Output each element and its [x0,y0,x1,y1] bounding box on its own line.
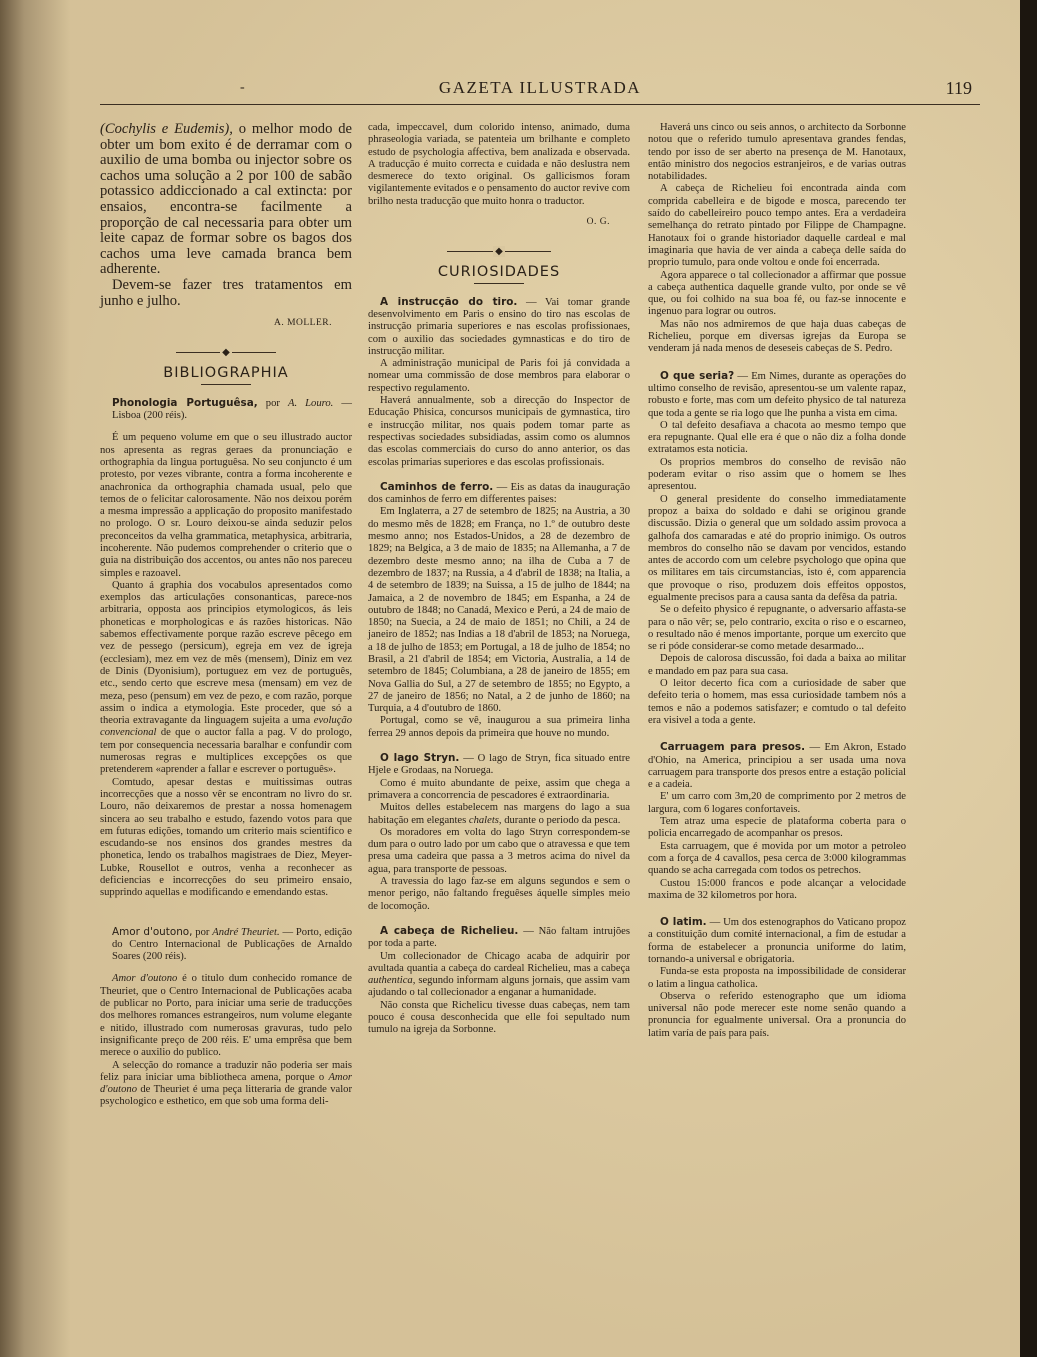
title-rule [201,384,251,385]
item-title: O latim. [660,916,707,929]
diamond-ornament-icon: ◆ [222,347,230,359]
paragraph: O que seria? — Em Nimes, durante as operações do ultimo conselho de revisão, apresentou-se um valente rapaz, robusto e forte, mas com um defeito physico de tal natureza que toda a gente se ria logo que lhe punha a vista em cima. [648,369,906,419]
paragraph: Haverá uns cinco ou seis annos, o architecto da Sorbonne notou que o referido tumulo apresentava grandes fendas, tendo por isso de ser aberto na presença de M. Hanotaux, então ministro dos negocios estranjeiros, e de varias outras notabilidades. [648,122,906,183]
paragraph: Não consta que Richelicu tivesse duas cabeças, nem tam pouco é cousa desconhecida que elle foi sepultado num tumulo na igreja da Sorbonne. [368,999,630,1036]
signature: A. MOLLER. [273,318,332,329]
column-3 [648,122,906,1040]
paragraph: cada, impeccavel, dum colorido intenso, animado, duma phraseologia variada, se patenteia um brilhante e completo estudo de psychologia affectiva, bem analizada e observada. A traducção é muito correcta e cuidada e não deslustra nem desmerece do texto original. Os gallicismos foram vigilantemente evitados e o pensamento do auctor revive com brilho nesta traducção que muito honra o traductor. [368,122,630,207]
paragraph: A selecção do romance a traduzir não poderia ser mais feliz para iniciar uma bibliotheca amena, porque o Amor d'outono de Theuriet é uma peça litteraria de grande valor psychologico e esthetico, em que sob uma forma deli- [100,1059,352,1108]
header-dash: - [240,80,245,95]
paragraph: A cabeça de Richelieu. — Não faltam intrujões por toda a parte. [368,924,631,950]
news-item [648,370,906,728]
section-divider [368,246,630,256]
book-author: A. Louro. [287,397,334,409]
paragraph: Os proprios membros do conselho de revisão não poderam evitar o riso assim que o homem se lhes apresentou. [648,456,906,493]
italic-text: (Cochylis e Eudemis), [100,121,233,137]
item-title: Carruagem para presos. [660,741,806,754]
paragraph: Funda-se esta proposta na impossibilidade de considerar o latim a lingua catholica. [648,966,906,990]
paragraph: O tal defeito desafiava a chacota ao mesmo tempo que era repugnante. Qual elle era é que o não diz a folha donde extratamos esta noticia. [648,419,906,456]
book-title: Phonologia Portuguêsa, [112,396,258,409]
paragraph: O latim. — Um dos estenographos do Vaticano propoz a constituição dum comité internacional, a fim de estudar a forma de estabelecer a pronuncia uniforme do latim, tornando-a universal e obrigatoria. [648,916,906,965]
item-title: Caminhos de ferro. [380,480,494,493]
paragraph: Um collecionador de Chicago acaba de adquirir por avultada quantia a cabeça do cardeal Richelieu, mas a cabeça authentica, segundo informam alguns jornais, que assim vam ajudando o tal collecionador a enganar a humanidade. [368,950,630,999]
section-title: BIBLIOGRAPHIA [163,365,289,382]
news-item [648,916,906,1040]
diamond-ornament-icon: ◆ [495,246,503,258]
paragraph: Em Inglaterra, a 27 de setembro de 1825; na Austria, a 30 do mesmo mês de 1828; em França, no 1.º de outubro deste mesmo anno; nos Estados-Unidos, a 28 de dezembro de 1829; na Belgica, a 3 de maio de 1835; na Allemanha, a 7 de dezembro deste mesmo anno; na ilha de Cuba a 7 de dezembro de 1837; na Russia, a 4 d'abril de 1838; na Italia, a 4 de setembro de 1839; na Suissa, a 15 de julho de 1844; na Jamaica, a 2 de novembro de 1845; em Espanha, a 24 de outubro de 1848; no Canadá, Mexico e Perú, a 24 de maio de 1850; na Suecia, a 24 de maio de 1851; no Chili, a 24 de janeiro de 1852; nas Indias a 18 d'abril de 1853; na Noruega, a 18 de julho de 1853; em Portugal, a 18 de julho de 1854; no Brasil, a 21 d'abril de 1854; em Victoria, Australia, a 14 de setembro de 1845; Columbiana, a 28 de janeiro de 1855; em Nova Gallia do Sul, a 27 de setembro de 1855; no Egypto, a 27 de janeiro de 1856; no Natal, a 2 de junho de 1860; na Turquia, a 4 d'outubro de 1860. [368,506,630,715]
publication-title: GAZETA ILLUSTRADA [438,78,642,97]
title-rule [474,283,524,284]
paragraph: O general presidente do conselho immediatamente propoz a baixa do soldado e dahi se originou grande discussão. Dizia o general que um soldado assim provoca a galhofa dos camaradas e até do proprio inimigo. Os outros membros do conselho não se davam por vencidos, estando antes de accordo com um celebre psychologo que opina que os militares em tais circumstancias, isto é, com apparencia que provoque o riso, produzem dois effeitos oppostos, egualmente precisos para a causa santa da defêsa da patria. [648,493,906,603]
page-header [100,74,980,105]
paragraph: A administração municipal de Paris foi já convidada a nomear uma commissão de dose membros para elaborar o respectivo regulamento. [368,358,630,394]
scan-edge [1020,0,1037,1357]
paragraph: O lago Stryn. — O lago de Stryn, fica situado entre Hjele e Grodaas, na Noruega. [368,752,630,777]
book-entry: Phonologia Portuguêsa, por A. Louro. — Lisboa (200 réis). [112,396,352,422]
item-title: O que seria? [660,369,735,382]
section-title: CURIOSIDADES [437,264,561,281]
paragraph: Como é muito abundante de peixe, assim que chega a primavera a concorrencia de pescadores é extraordinaria. [368,777,630,801]
paragraph: Custou 15:000 francos e pode alcançar a velocidade maxima de 32 kilometros por hora. [648,877,906,901]
paragraph: A instrucção do tiro. — Vai tomar grande desenvolvimento em Paris o ensino do tiro nas escolas de instrucção primaria superiores e nas escolas profissionaes, com o auxilio das sociedades gymnasticas e do tiro de instrucção militar. [368,295,630,357]
book-entry: Amor d'outono, por André Theuriet. — Porto, edição do Centro Internacional de Publicações de Arnaldo Soares (200 réis). [112,925,353,963]
news-item [648,741,906,902]
paragraph: Observa o referido estenographo que um idioma universal não pode merecer este nome senão quando a pronuncia for egualmente universal. Ora a pronuncia do latim varía de país para país. [648,990,906,1039]
paragraph: Devem-se fazer tres tratamentos em junho e julho. [100,276,352,309]
paragraph: Mas não nos admiremos de que haja duas cabeças de Richelieu, porque em diversas igrejas da Europa se venderam já nada menos de deseseis cabeças de S. Pedro. [648,318,906,355]
column-1 [100,122,352,1109]
book-title: Amor d'outono, [112,925,193,938]
news-item [368,925,630,1037]
paragraph: Esta carruagem, que é movida por um motor a petroleo com a força de 4 cavallos, pesa cerca de 3:000 kilogrammas quando se acha carregada com todos os petrechos. [648,840,906,877]
paragraph: Carruagem para presos. — Em Akron, Estado d'Ohio, na America, principiou a ser usada uma nova carruagem para transporte dos presos entre a estação policial e a cadeia. [648,741,906,791]
paragraph: Haverá annualmente, sob a direcção do Inspector de Educação Phisica, concursos municipais de gymnastica, tiro e instrucção militar, nos quais podem tomar parte as respectivas sociedades subsidiadas, assim como os alumnos das escolas commerciais do curso do anno anterior, os das escolas primarias superiores e das escolas profissionais. [368,395,630,468]
binding-gutter [0,0,70,1357]
paragraph: Depois de calorosa discussão, foi dada a baixa ao militar e mandado em paz para sua casa. [648,653,906,677]
news-item [368,296,630,469]
column-2 [368,122,630,1037]
paragraph: Caminhos de ferro. — Eis as datas da inauguração dos caminhos de ferro em differentes paises: [368,480,630,506]
item-title: A instrucção do tiro. [380,295,518,308]
item-title: A cabeça de Richelieu. [380,924,519,937]
paragraph: Amor d'outono é o titulo dum conhecido romance de Theuriet, que o Centro Internacional de Publicações acaba de publicar no Porto, para iniciar uma serie de traducções dos melhores romances estrangeiros, num volume elegante e nitido, illustrado com numerosas gravuras, tudo pelo insignificante preço de 200 réis. E' uma emprêsa que bem merece o auxilio do publico. [100,973,352,1059]
paragraph: Agora apparece o tal collecionador a affirmar que possue a cabeça authentica daquelle grande vulto, por onde se vê que, ou foi colhido na sua boa fé, ou faz-se innocente e ingenuo para lograr ou outros. [648,269,906,318]
paragraph: A travessia do lago faz-se em alguns segundos e sem o menor perigo, não faltando freguêses áquelle simples meio de locomoção. [368,876,630,912]
item-title: O lago Stryn. [380,752,460,765]
section-divider [100,347,352,357]
news-item [368,752,630,913]
article-continuation [100,122,352,309]
paragraph: Comtudo, apesar destas e muitissimas outras incorrecções que a nosso vêr se encontram no livro do sr. Louro, não deixaremos de prestar a nossa homenagem sincera ao seu trabalho e estudo, fazendo votos para que em futuras edições, tomando um criterio mais scientifico e escudando-se nos ensinos dos grandes mestres da phonetica, lendo os trabalhos magistraes de Diez, Meyer-Lubke, Rousellot e outros, venha a reconhecer as deficiencias e incorrecções do seu primeiro ensaio, supprindo aquellas e modificando e emendando estas. [100,776,352,899]
news-item [368,481,630,740]
paragraph: (Cochylis e Eudemis), o melhor modo de obter um bom exito é de derramar com o auxilio de uma bomba ou injector sobre os cachos uma solução a 2 por 100 de sabão potassico addiccionado a cal extincta: por ensaios, encontra-se facilmente a proporção de cal necessaria para obter um leite capaz de formar sobre os bagos dos cachos uma leve camada branca bem adherente. [100,121,352,278]
paragraph: É um pequeno volume em que o seu illustrado auctor nos apresenta as regras geraes da pronunciação e orthographia da lingua portuguêsa. No seu conjuncto é um protesto, por vezes vibrante, contra a forma incoherente e anachronica da orthographia chamada usual, pelo que temos de o felicitar calorosamente. Não nos deixou porém a mesma impressão a applicação do proposito manifestado no prologo. O sr. Louro deixou-se ainda seduzir pelos preconceitos da velha grammatica, metaphysica, arbitraria, incoherente. Não pudemos comprehender o criterio que o guia na distribuição dos accentos, ou antes não nos pareceu simples e razoavel. [100,432,352,579]
paragraph: Se o defeito physico é repugnante, o adversario affasta-se para o não vêr; se, pelo contrario, excita o riso e o escarneo, o resultado não é menos importante, porque um exercito que se ri póde considerar-se como metade desarmado... [648,604,906,653]
paragraph: E' um carro com 3m,20 de comprimento por 2 metros de largura, com 6 logares confortaveis. [648,791,906,815]
paragraph: Muitos delles estabelecem nas margens do lago a sua habitação em elegantes chalets, durante o periodo da pesca. [368,802,630,826]
page-number: 119 [945,78,972,98]
book-author: André Theuriet. [212,926,280,938]
paragraph: Os moradores em volta do lago Stryn correspondem-se dum para o outro lado por um cabo que o atravessa e que tem presa uma cadeira que passa a 3 metros acima do nivel da agua, para transporte de pessoas. [368,826,630,875]
paragraph: Portugal, como se vê, inaugurou a sua primeira linha ferrea 29 annos depois da primeira que houve no mundo. [368,715,630,739]
paragraph: A cabeça de Richelieu foi encontrada ainda com comprida cabelleira e de bigode e mosca, parecendo ter saído do cabelleireiro pouco tempo antes. Era a verdadeira semelhança do retrato pintado por Filippe de Champagne. Hanotaux foi o grande historiador daquelle cardeal e mal imaginaria que havia de ver ainda a cabeça delle saída do proprio tumulo, para onde voltou e onde foi encerrada. [648,183,906,269]
paragraph: Tem atraz uma especie de plataforma coberta para o policia encarregado de acompanhar os presos. [648,816,906,840]
signature: O. G. [586,217,610,228]
paragraph: O leitor decerto fica com a curiosidade de saber que defeito teria o homem, mas essa curiosidade tambem nós a temos e não a podemos satisfazer; e comtudo o tal defeito era visivel a toda a gente. [648,678,906,726]
paragraph: Quanto á graphia dos vocabulos apresentados como exemplos das articulações consonanticas, parece-nos arbitraria, opposta aos principios etymologicos, ás leis phoneticas e morphologicas e ás razões historicas. Não sabemos effectivamente porque razão escreve pêcego em vez de pessego (persicum), egreja em vez de igreja (ecclesiam), mez em vez de mês (mensem), Diniz em vez de Dinis (Dyonisium), portuguez em vez de português, etc., sendo certo que escreve mesa (mensam) em vez de meza, peso (pensum) em vez de pezo, e com razão, porque assim o indica a etymologia. Este proceder, que só a theoria extravagante da linguagem sujeita a uma evolução convencional de que o auctor falla a pag. V do prologo, tem por consequencia necessaria baralhar e confundir com numerosas regras e multiplices excepções os que pretenderem «aprender a fallar e escrever o português». [100,579,352,776]
